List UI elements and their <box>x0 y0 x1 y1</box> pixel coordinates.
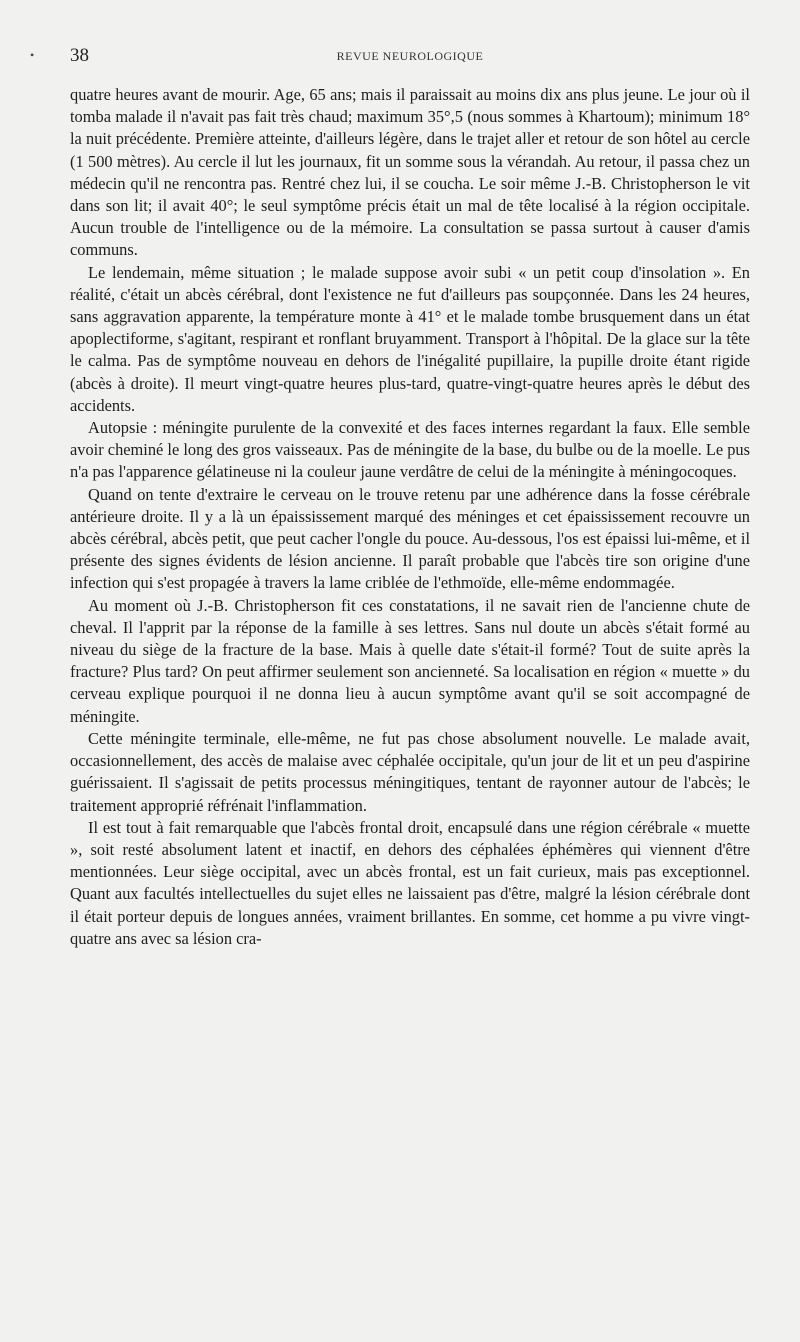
page-number: 38 <box>70 45 89 66</box>
running-title: REVUE NEUROLOGIQUE <box>336 49 484 63</box>
paragraph-7: Il est tout à fait remarquable que l'abcès frontal droit, encapsulé dans une région cérébrale « muette », soit resté absolument latent et inactif, en dehors des céphalées éphémères qui viennent d'être mentionnées. Leur siège occipital, avec un abcès frontal, est un fait curieux, mais pas exceptionnel. Quant aux facultés intellectuelles du sujet elles ne laissaient pas d'être, malgré la lésion cérébrale dont il était porteur depuis de longues années, vraiment brillantes. En somme, cet homme a pu vivre vingt-quatre ans avec sa lésion cra- <box>70 817 750 948</box>
paragraph-3: Autopsie : méningite purulente de la convexité et des faces internes regardant la faux. Elle semble avoir cheminé le long des gros vaisseaux. Pas de méningite de la base, du bulbe ou de la moelle. Le pus n'a pas l'apparence gélatineuse ni la couleur jaune verdâtre de celui de la méningite à méningocoques. <box>70 418 750 482</box>
paragraph-1: quatre heures avant de mourir. Age, 65 ans; mais il paraissait au moins dix ans plus jeune. Le jour où il tomba malade il n'avait pas fait très chaud; maximum 35°,5 (nous sommes à Khartoum); minimum 18° la nuit précédente. Première atteinte, d'ailleurs légère, dans le trajet aller et retour de son hôtel au cercle (1 500 mètres). Au cercle il lut les journaux, fit un somme sous la vérandah. Au retour, il passa chez un médecin qu'il ne rencontra pas. Rentré chez lui, il se coucha. Le soir même J.-B. Christopherson le vit dans son lit; il avait 40°; le seul symptôme précis était un mal de tête localisé à la région occipitale. Aucun trouble de l'intelligence ou de la mémoire. La consultation se passa surtout à causer d'amis communs. <box>70 85 750 260</box>
margin-dot: • <box>30 48 35 62</box>
paragraph-4: Quand on tente d'extraire le cerveau on le trouve retenu par une adhérence dans la fosse cérébrale antérieure droite. Il y a là un épaississement marqué des méninges et cet épaississement recouvre un abcès cérébral, abcès petit, que peut cacher l'ongle du pouce. Au-dessous, l'os est épaissi lui-même, et il présente des signes évidents de lésion ancienne. Il paraît probable que l'abcès tire son origine d'une infection qui s'est propagée à travers la lame criblée de l'ethmoïde, elle-même endommagée. <box>70 484 750 593</box>
article-body <box>70 84 750 950</box>
paragraph-2: Le lendemain, même situation ; le malade suppose avoir subi « un petit coup d'insolation ». En réalité, c'était un abcès cérébral, dont l'existence ne fut d'ailleurs pas soupçonnée. Dans les 24 heures, sans aggravation apparente, la température monte à 41° et le malade tombe brusquement dans un état apoplectiforme, s'agitant, respirant et ronflant bruyamment. Transport à l'hôpital. De la glace sur la tête le calma. Pas de symptôme nouveau en dehors de l'inégalité pupillaire, la pupille droite étant rigide (abcès à droite). Il meurt vingt-quatre heures plus-tard, quatre-vingt-quatre heures après le début des accidents. <box>70 262 750 415</box>
paragraph-6: Cette méningite terminale, elle-même, ne fut pas chose absolument nouvelle. Le malade avait, occasionnellement, des accès de malaise avec céphalée occipitale, qu'un jour de lit et un peu d'aspirine guérissaient. Il s'agissait de petits processus méningitiques, tentant de rayonner autour de l'abcès; le traitement approprié réfrénait l'inflammation. <box>70 728 750 815</box>
paragraph-5: Au moment où J.-B. Christopherson fit ces constatations, il ne savait rien de l'ancienne chute de cheval. Il l'apprit par la réponse de la famille à ses lettres. Sans nul doute un abcès s'était formé au niveau du siège de la fracture de la base. Mais à quelle date s'était-il formé? Tout de suite après la fracture? Plus tard? On peut affirmer seulement son ancienneté. Sa localisation en région « muette » du cerveau explique pourquoi il ne donna lieu à aucun symptôme avant qu'il se soit accompagné de méningite. <box>70 595 750 726</box>
page-header <box>70 44 750 68</box>
